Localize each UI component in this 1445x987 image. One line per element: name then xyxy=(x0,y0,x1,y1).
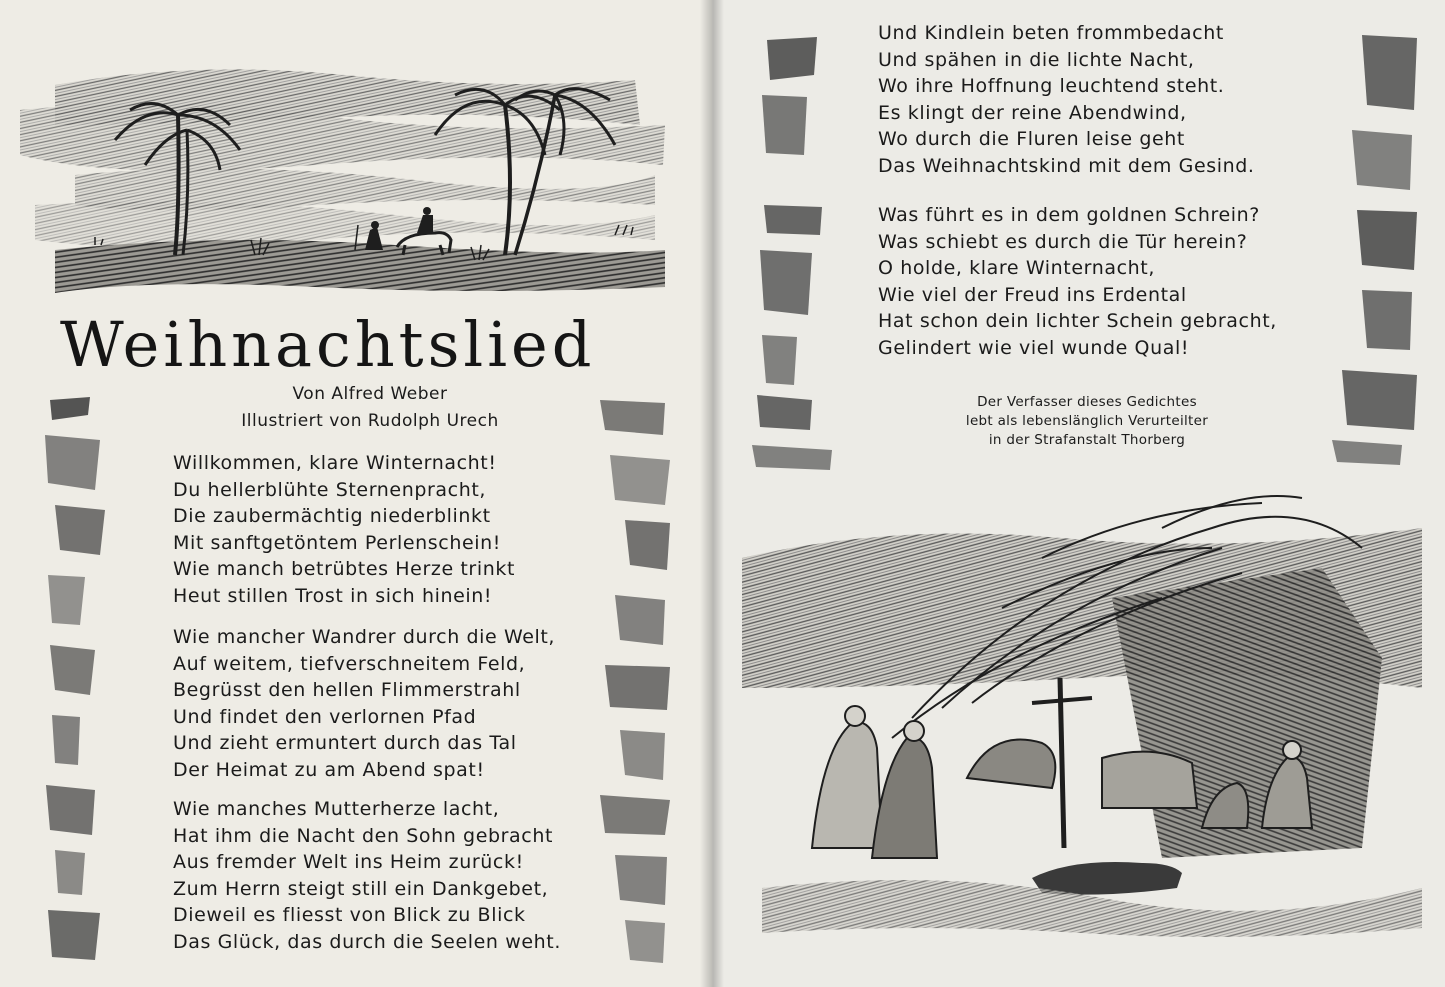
desert-landscape-illustration xyxy=(15,55,670,300)
verse-line: Du hellerblühte Sternenpracht, xyxy=(173,478,487,501)
author-note xyxy=(887,393,1287,450)
verse-line: Hat ihm die Nacht den Sohn gebracht xyxy=(173,824,554,847)
verse-line: Der Heimat zu am Abend spat! xyxy=(173,758,485,781)
right-page xyxy=(712,0,1445,987)
illustrator-line: Illustriert von Rudolph Urech xyxy=(241,411,499,431)
verse-line: Willkommen, klare Winternacht! xyxy=(173,452,497,474)
verse-line: Mit sanftgetöntem Perlenschein! xyxy=(173,531,502,554)
verse-line: Heut stillen Trost in sich hinein! xyxy=(173,584,493,607)
left-page xyxy=(0,0,712,987)
verse-line: Was schiebt es durch die Tür herein? xyxy=(878,230,1248,253)
book-gutter xyxy=(700,0,724,987)
verse-line: Dieweil es fliesst von Blick zu Blick xyxy=(173,904,526,926)
verse-line: Das Glück, das durch die Seelen weht. xyxy=(173,930,561,953)
verse-line: Wo ihre Hoffnung leuchtend steht. xyxy=(878,75,1225,97)
note-line: in der Strafanstalt Thorberg xyxy=(988,432,1186,448)
author-line: Von Alfred Weber xyxy=(292,384,448,404)
note-line: lebt als lebenslänglich Verurteilter xyxy=(965,413,1209,429)
stanza-2 xyxy=(173,624,555,783)
verse-line: Das Weihnachtskind mit dem Gesind. xyxy=(878,154,1255,177)
verse-line: Wie manches Mutterherze lacht, xyxy=(173,798,500,820)
stanza-5 xyxy=(878,202,1277,361)
verse-line: Hat schon dein lichter Schein gebracht, xyxy=(878,310,1277,332)
verse-line: O holde, klare Winternacht, xyxy=(878,257,1155,279)
stanza-4 xyxy=(878,20,1255,179)
nativity-illustration xyxy=(742,488,1432,948)
left-crayon-border xyxy=(40,395,110,965)
verse-line: Aus fremder Welt ins Heim zurück! xyxy=(173,851,524,873)
verse-line: Zum Herrn steigt still ein Dankgebet, xyxy=(173,877,549,900)
frame-crayon-left xyxy=(752,35,832,475)
verse-line: Und findet den verlornen Pfad xyxy=(173,705,477,728)
verse-line: Auf weitem, tiefverschneitem Feld, xyxy=(173,652,526,675)
verse-line: Und Kindlein beten frommbedacht xyxy=(878,22,1224,44)
verse-line: Und spähen in die lichte Nacht, xyxy=(878,48,1195,71)
verse-line: Was führt es in dem goldnen Schrein? xyxy=(878,204,1260,226)
verse-line: Begrüsst den hellen Flimmerstrahl xyxy=(173,679,521,701)
frame-crayon-right xyxy=(1332,30,1422,470)
poem-title: Weihnachtslied xyxy=(60,308,596,381)
stanza-3 xyxy=(173,796,561,955)
stanza-1 xyxy=(173,450,515,609)
verse-line: Wie mancher Wandrer durch die Welt, xyxy=(173,626,556,648)
verse-line: Wie manch betrübtes Herze trinkt xyxy=(173,558,516,580)
verse-line: Die zaubermächtig niederblinkt xyxy=(173,505,491,527)
verse-line: Wie viel der Freud ins Erdental xyxy=(878,283,1187,306)
verse-line: Es klingt der reine Abendwind, xyxy=(878,101,1187,124)
verse-line: Gelindert wie viel wunde Qual! xyxy=(878,336,1190,359)
verse-line: Wo durch die Fluren leise geht xyxy=(878,128,1185,150)
right-crayon-border xyxy=(595,395,675,965)
verse-line: Und zieht ermuntert durch das Tal xyxy=(173,732,517,754)
note-line: Der Verfasser dieses Gedichtes xyxy=(977,394,1197,410)
